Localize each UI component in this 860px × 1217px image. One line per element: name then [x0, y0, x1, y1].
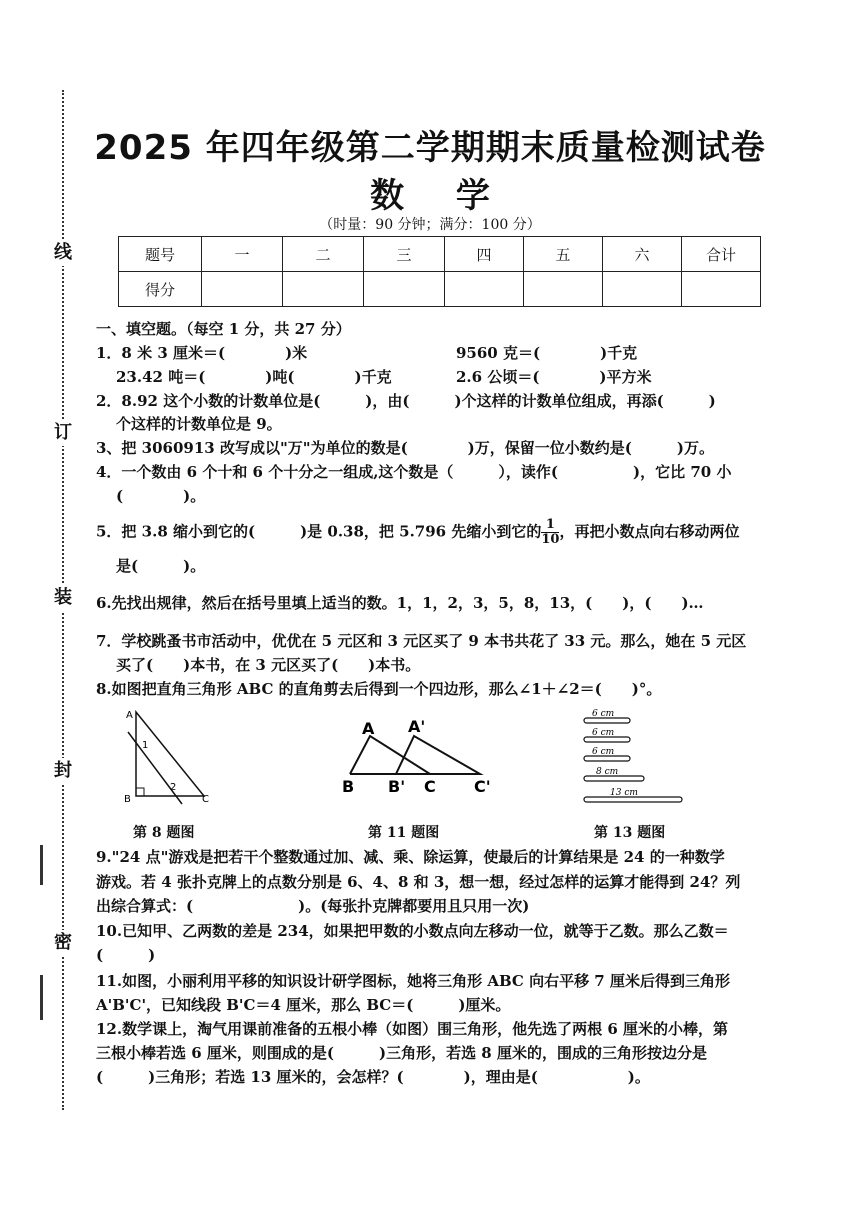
fig13-stick-label: 6 cm: [592, 728, 615, 738]
score-input-cell[interactable]: [283, 272, 364, 307]
figure-11-translation: [338, 716, 508, 798]
question-5a-pre: 5．把 3.8 缩小到它的( )是 0.38，把 5.796 先缩小到它的: [96, 522, 542, 541]
score-input-cell[interactable]: [603, 272, 682, 307]
fraction-denominator: 10: [541, 532, 560, 547]
figure-11-caption: 第 11 题图: [368, 825, 440, 841]
question-9a: 9."24 点"游戏是把若干个整数通过加、减、乘、除运算，使最后的计算结果是 24 的一种数学: [96, 848, 725, 866]
fig11-label-c-prime: C': [474, 777, 491, 796]
score-cell: 五: [524, 237, 603, 272]
question-12c: ( )三角形；若选 13 厘米的，会怎样？( )，理由是( )。: [96, 1068, 650, 1086]
score-cell: 题号: [119, 237, 202, 272]
figure-13-caption: 第 13 题图: [594, 825, 666, 841]
question-12b: 三根小棒若选 6 厘米，则围成的是( )三角形，若选 8 厘米的，围成的三角形按边分是: [96, 1044, 707, 1062]
margin-mark: [40, 975, 43, 1020]
question-11b: A'B'C'，已知线段 B'C＝4 厘米，那么 BC＝( )厘米。: [96, 996, 511, 1014]
question-8: 8.如图把直角三角形 ABC 的直角剪去后得到一个四边形，那么∠1＋∠2＝( )°。: [96, 680, 662, 698]
score-cell: 二: [283, 237, 364, 272]
figure-8-caption: 第 8 题图: [133, 825, 195, 841]
question-2a: 2．8.92 这个小数的计数单位是( )，由( )个这样的计数单位组成，再添( ): [96, 392, 716, 410]
question-7b: 买了( )本书，在 3 元区买了( )本书。: [116, 656, 421, 674]
fraction-numerator: 1: [541, 518, 559, 533]
fraction: [541, 518, 559, 547]
question-9b: 游戏。若 4 张扑克牌上的点数分别是 6、4、8 和 3，想一想，经过怎样的运算才能得到 24？列: [96, 873, 741, 891]
fig8-label-angle-2: 2: [170, 782, 177, 793]
question-1b: 9560 克＝( )千克: [456, 344, 638, 362]
margin-char-xian: 线: [50, 240, 76, 266]
exam-subject: 数 学: [370, 176, 490, 216]
fig13-stick-label: 6 cm: [592, 709, 615, 719]
score-cell: 得分: [119, 272, 202, 307]
question-4a: 4．一个数由 6 个十和 6 个十分之一组成,这个数是（ ），读作( )，它比 70 小: [96, 463, 732, 481]
question-1d: 2.6 公顷＝( )平方米: [456, 368, 652, 386]
question-1c: 23.42 吨＝( )吨( )千克: [116, 368, 392, 386]
fig11-label-b-prime: B': [388, 777, 406, 796]
margin-char-feng: 封: [50, 758, 76, 784]
question-12a: 12.数学课上，淘气用课前准备的五根小棒（如图）围三角形，他先选了两根 6 厘米的小棒，第: [96, 1020, 728, 1038]
question-5a-post: ，再把小数点向右移动两位: [559, 522, 740, 541]
question-3: 3、把 3060913 改写成以"万"为单位的数是( )万，保留一位小数约是( )万。: [96, 439, 714, 457]
fig8-label-angle-1: 1: [142, 740, 149, 751]
question-10b: ( ): [96, 946, 156, 964]
question-2b: 个这样的计数单位是 9。: [116, 415, 282, 433]
score-table-score-row: [119, 272, 761, 307]
question-7a: 7．学校跳蚤书市活动中，优优在 5 元区和 3 元区买了 9 本书共花了 33 元。那么，她在 5 元区: [96, 632, 747, 650]
question-5a: [96, 518, 739, 547]
score-cell: 合计: [682, 237, 761, 272]
exam-time-info: （时量：90 分钟；满分：100 分）: [319, 217, 541, 233]
fig11-label-c: C: [424, 777, 436, 796]
margin-mark: [40, 845, 43, 885]
margin-char-zhuang: 装: [50, 585, 76, 611]
fig8-label-b: B: [124, 794, 131, 805]
question-1a: 1．8 米 3 厘米＝( )米: [96, 344, 308, 362]
score-cell: 一: [202, 237, 283, 272]
score-input-cell[interactable]: [682, 272, 761, 307]
fig11-label-a: A: [362, 719, 375, 738]
fig13-stick-label: 8 cm: [596, 767, 619, 777]
figure-13-sticks: [580, 706, 690, 812]
section-title: 一、填空题。（每空 1 分，共 27 分）: [96, 320, 351, 338]
question-4b: ( )。: [116, 487, 206, 505]
fig13-stick-label: 6 cm: [592, 747, 615, 757]
fig8-label-c: C: [202, 794, 209, 805]
margin-char-mi: 密: [50, 930, 76, 956]
margin-char-ding: 订: [50, 420, 76, 446]
fig11-label-b: B: [342, 777, 355, 796]
score-cell: 三: [364, 237, 445, 272]
score-cell: 六: [603, 237, 682, 272]
score-input-cell[interactable]: [524, 272, 603, 307]
score-input-cell[interactable]: [445, 272, 524, 307]
fig13-stick-label: 13 cm: [610, 788, 638, 798]
exam-title: 2025 年四年级第二学期期末质量检测试卷: [94, 128, 766, 168]
fig11-label-a-prime: A': [408, 717, 426, 736]
question-5b: 是( )。: [116, 557, 206, 575]
fig8-label-a: A: [126, 710, 133, 721]
question-10a: 10.已知甲、乙两数的差是 234，如果把甲数的小数点向左移动一位，就等于乙数。那么乙数＝: [96, 922, 729, 940]
question-11a: 11.如图，小丽利用平移的知识设计研学图标，她将三角形 ABC 向右平移 7 厘米后得到三角形: [96, 972, 730, 990]
question-6: 6.先找出规律，然后在括号里填上适当的数。1，1，2，3，5，8，13，( )，( )…: [96, 594, 704, 612]
score-input-cell[interactable]: [202, 272, 283, 307]
score-table: [118, 236, 761, 307]
score-cell: 四: [445, 237, 524, 272]
score-table-header-row: [119, 237, 761, 272]
question-9c: 出综合算式：( )。(每张扑克牌都要用且只用一次): [96, 897, 530, 915]
figure-8-triangle: [118, 704, 218, 806]
score-input-cell[interactable]: [364, 272, 445, 307]
